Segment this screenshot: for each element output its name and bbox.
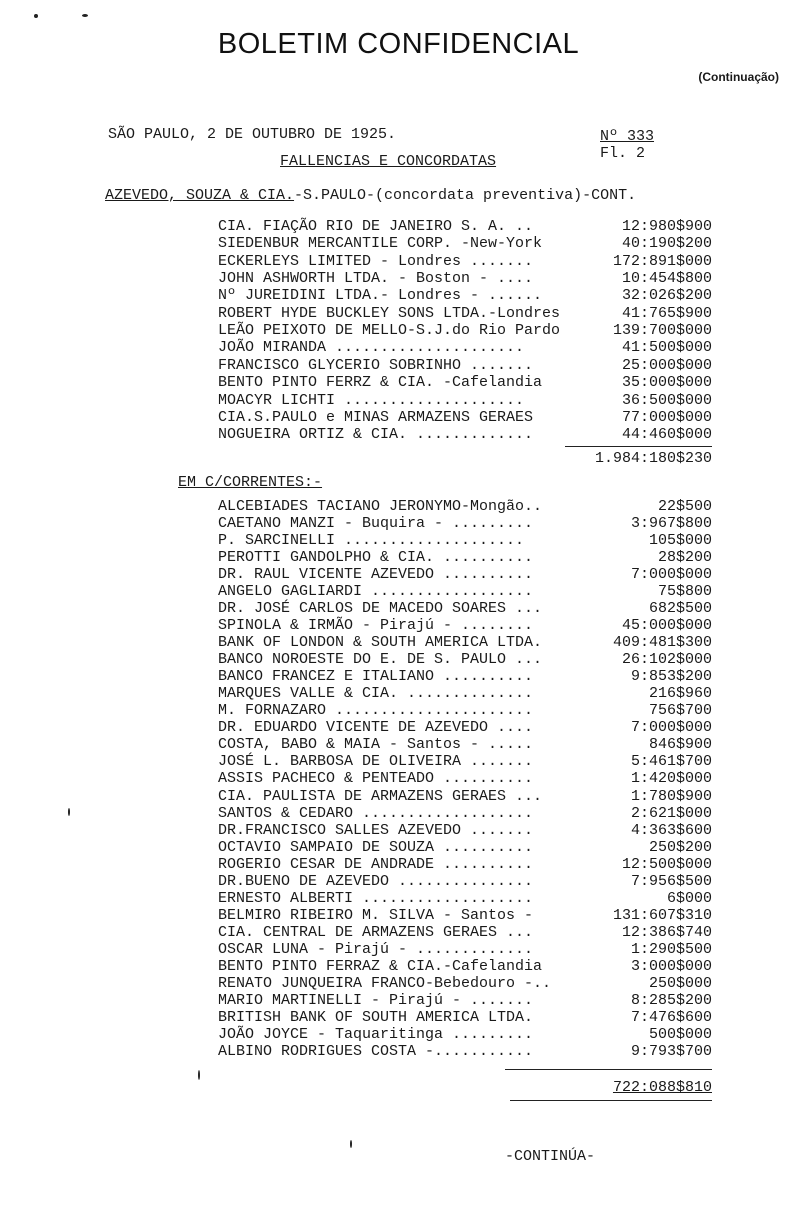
account-row: [218, 770, 712, 787]
entry-name: DR. EDUARDO VICENTE DE AZEVEDO ....: [218, 719, 534, 737]
case-detail: -S.PAULO-(concordata preventiva)-CONT.: [294, 187, 637, 204]
entry-name: CIA. PAULISTA DE ARMAZENS GERAES ...: [218, 787, 543, 805]
entry-value: 5:461$700: [630, 753, 712, 771]
entry-name: ECKERLEYS LIMITED - Londres .......: [218, 252, 534, 270]
account-row: [218, 515, 712, 532]
entry-name: CAETANO MANZI - Buquira - .........: [218, 515, 534, 533]
account-row: [218, 753, 712, 770]
page-title: BOLETIM CONFIDENCIAL: [217, 28, 580, 60]
entry-name: MOACYR LICHTI ....................: [218, 391, 525, 409]
creditor-row: [218, 339, 712, 356]
entry-value: 3:000$000: [630, 957, 712, 975]
scan-speck: [198, 1070, 200, 1080]
account-row: [218, 839, 712, 856]
entry-value: 4:363$600: [630, 821, 712, 839]
sheet-number: Fl. 2: [600, 145, 646, 162]
creditor-row: [218, 305, 712, 322]
account-row: [218, 822, 712, 839]
entry-value: 32:026$200: [621, 287, 712, 305]
entry-name: SANTOS & CEDARO ...................: [218, 804, 534, 822]
account-row: [218, 583, 712, 600]
entry-name: BANCO FRANCEZ E ITALIANO ..........: [218, 668, 534, 686]
entry-name: CIA. CENTRAL DE ARMAZENS GERAES ...: [218, 923, 534, 941]
creditor-row: [218, 409, 712, 426]
entry-value: 44:460$000: [621, 426, 712, 444]
entry-value: 41:765$900: [621, 304, 712, 322]
entry-name: SIEDENBUR MERCANTILE CORP. -New-York: [218, 235, 543, 253]
account-row: [218, 634, 712, 651]
entry-value: 40:190$200: [621, 235, 712, 253]
entry-value: 12:386$740: [621, 923, 712, 941]
entry-value: 250$000: [648, 974, 712, 992]
entry-value: 77:000$000: [621, 408, 712, 426]
entry-value: 139:700$000: [612, 322, 712, 340]
entry-value: 22$500: [657, 498, 712, 515]
entry-name: NOGUEIRA ORTIZ & CIA. .............: [218, 426, 534, 444]
account-row: [218, 549, 712, 566]
continues-note: -CONTINÚA-: [505, 1148, 596, 1165]
entry-name: BRITISH BANK OF SOUTH AMERICA LTDA.: [218, 1008, 534, 1026]
entry-name: JOÃO JOYCE - Taquaritinga .........: [218, 1025, 534, 1043]
entry-name: DR. JOSÉ CARLOS DE MACEDO SOARES ...: [218, 600, 543, 618]
entry-value: 250$200: [648, 838, 712, 856]
entry-name: JOHN ASHWORTH LTDA. - Boston - ....: [218, 270, 534, 288]
account-row: [218, 566, 712, 583]
entry-value: 846$900: [648, 736, 712, 754]
entry-name: BELMIRO RIBEIRO M. SILVA - Santos -: [218, 906, 534, 924]
account-row: [218, 668, 712, 685]
creditor-row: [218, 426, 712, 443]
entry-name: DR.FRANCISCO SALLES AZEVEDO .......: [218, 821, 534, 839]
entry-name: P. SARCINELLI ....................: [218, 532, 525, 550]
entry-value: 216$960: [648, 685, 712, 703]
case-heading: [105, 187, 636, 204]
creditor-row: [218, 253, 712, 270]
account-row: [218, 873, 712, 890]
entry-name: ROBERT HYDE BUCKLEY SONS LTDA.-Londres: [218, 304, 561, 322]
account-row: [218, 1026, 712, 1043]
scan-speck: [34, 14, 38, 18]
accounts-total: 722:088$810: [612, 1079, 712, 1096]
entry-value: 756$700: [648, 702, 712, 720]
entry-value: 682$500: [648, 600, 712, 618]
creditor-row: [218, 287, 712, 304]
accounts-double-rule: [510, 1100, 712, 1101]
account-row: [218, 958, 712, 975]
entry-value: 28$200: [657, 549, 712, 567]
entry-name: BANCO NOROESTE DO E. DE S. PAULO ...: [218, 651, 543, 669]
entry-name: LEÃO PEIXOTO DE MELLO-S.J.do Rio Pardo: [218, 322, 561, 340]
account-row: [218, 890, 712, 907]
account-row: [218, 651, 712, 668]
entry-name: MARIO MARTINELLI - Pirajú - .......: [218, 991, 534, 1009]
account-row: [218, 788, 712, 805]
entry-name: ANGELO GAGLIARDI ..................: [218, 583, 534, 601]
creditor-row: [218, 374, 712, 391]
account-row: [218, 532, 712, 549]
entry-value: 25:000$000: [621, 356, 712, 374]
entry-value: 12:980$900: [621, 218, 712, 235]
account-row: [218, 617, 712, 634]
case-company: AZEVEDO, SOUZA & CIA.: [105, 187, 295, 204]
entry-value: 409:481$300: [612, 634, 712, 652]
entry-value: 500$000: [648, 1025, 712, 1043]
entry-value: 172:891$000: [612, 252, 712, 270]
entry-value: 26:102$000: [621, 651, 712, 669]
entry-name: BENTO PINTO FERRZ & CIA. -Cafelandia: [218, 374, 543, 392]
creditors-total: 1.984:180$230: [594, 450, 712, 467]
entry-name: MARQUES VALLE & CIA. ..............: [218, 685, 534, 703]
entry-value: 75$800: [657, 583, 712, 601]
entry-value: 36:500$000: [621, 391, 712, 409]
creditor-row: [218, 357, 712, 374]
account-row: [218, 600, 712, 617]
entry-name: PEROTTI GANDOLPHO & CIA. ..........: [218, 549, 534, 567]
account-row: [218, 1043, 712, 1060]
entry-value: 7:000$000: [630, 566, 712, 584]
account-row: [218, 805, 712, 822]
entry-value: 3:967$800: [630, 515, 712, 533]
entry-name: CIA. FIAÇÃO RIO DE JANEIRO S. A. ..: [218, 218, 534, 235]
entry-value: 12:500$000: [621, 855, 712, 873]
entry-name: DR.BUENO DE AZEVEDO ...............: [218, 872, 534, 890]
entry-value: 35:000$000: [621, 374, 712, 392]
account-row: [218, 685, 712, 702]
entry-value: 1:780$900: [630, 787, 712, 805]
entry-name: M. FORNAZARO ......................: [218, 702, 534, 720]
account-row: [218, 907, 712, 924]
entry-value: 7:476$600: [630, 1008, 712, 1026]
creditor-row: [218, 270, 712, 287]
entry-value: 10:454$800: [621, 270, 712, 288]
account-row: [218, 1009, 712, 1026]
entry-name: CIA.S.PAULO e MINAS ARMAZENS GERAES: [218, 408, 534, 426]
entry-name: BENTO PINTO FERRAZ & CIA.-Cafelandia: [218, 957, 543, 975]
entry-value: 9:853$200: [630, 668, 712, 686]
entry-name: BANK OF LONDON & SOUTH AMERICA LTDA.: [218, 634, 543, 652]
scan-speck: [82, 14, 88, 17]
entry-value: 6$000: [666, 889, 712, 907]
entry-name: RENATO JUNQUEIRA FRANCO-Bebedouro -..: [218, 974, 552, 992]
continuation-note: (Continuação): [698, 70, 779, 84]
entry-value: 41:500$000: [621, 339, 712, 357]
entry-name: OSCAR LUNA - Pirajú - .............: [218, 940, 534, 958]
entry-name: ERNESTO ALBERTI ...................: [218, 889, 534, 907]
creditors-total-rule: [565, 446, 712, 447]
section-title: FALLENCIAS E CONCORDATAS: [280, 153, 497, 170]
bulletin-number: Nº 333: [600, 128, 655, 145]
entry-name: ALBINO RODRIGUES COSTA -...........: [218, 1042, 534, 1060]
entry-value: 9:793$700: [630, 1042, 712, 1060]
entry-value: 7:000$000: [630, 719, 712, 737]
entry-name: Nº JUREIDINI LTDA.- Londres - ......: [218, 287, 543, 305]
entry-name: FRANCISCO GLYCERIO SOBRINHO .......: [218, 356, 534, 374]
account-row: [218, 924, 712, 941]
accounts-heading: EM C/CORRENTES:-: [178, 474, 323, 491]
creditor-row: [218, 392, 712, 409]
entry-name: ROGERIO CESAR DE ANDRADE ..........: [218, 855, 534, 873]
accounts-total-rule: [505, 1069, 712, 1070]
entry-name: COSTA, BABO & MAIA - Santos - .....: [218, 736, 534, 754]
entry-value: 1:420$000: [630, 770, 712, 788]
account-row: [218, 941, 712, 958]
entry-value: 131:607$310: [612, 906, 712, 924]
creditor-row: [218, 218, 712, 235]
entry-name: ASSIS PACHECO & PENTEADO ..........: [218, 770, 534, 788]
entry-value: 7:956$500: [630, 872, 712, 890]
entry-name: JOSÉ L. BARBOSA DE OLIVEIRA .......: [218, 753, 534, 771]
entry-value: 105$000: [648, 532, 712, 550]
creditor-row: [218, 235, 712, 252]
account-row: [218, 856, 712, 873]
place-date: SÃO PAULO, 2 DE OUTUBRO DE 1925.: [108, 126, 397, 143]
account-row: [218, 992, 712, 1009]
entry-value: 8:285$200: [630, 991, 712, 1009]
account-row: [218, 719, 712, 736]
scan-speck: [350, 1140, 352, 1148]
entry-name: OCTAVIO SAMPAIO DE SOUZA ..........: [218, 838, 534, 856]
scan-speck: [68, 808, 70, 816]
account-row: [218, 498, 712, 515]
account-row: [218, 736, 712, 753]
account-row: [218, 702, 712, 719]
entry-value: 1:290$500: [630, 940, 712, 958]
entry-value: 2:621$000: [630, 804, 712, 822]
creditor-row: [218, 322, 712, 339]
entry-name: JOÃO MIRANDA .....................: [218, 339, 525, 357]
entry-name: SPINOLA & IRMÃO - Pirajú - ........: [218, 617, 534, 635]
entry-name: ALCEBIADES TACIANO JERONYMO-Mongão..: [218, 498, 543, 515]
account-row: [218, 975, 712, 992]
entry-value: 45:000$000: [621, 617, 712, 635]
entry-name: DR. RAUL VICENTE AZEVEDO ..........: [218, 566, 534, 584]
